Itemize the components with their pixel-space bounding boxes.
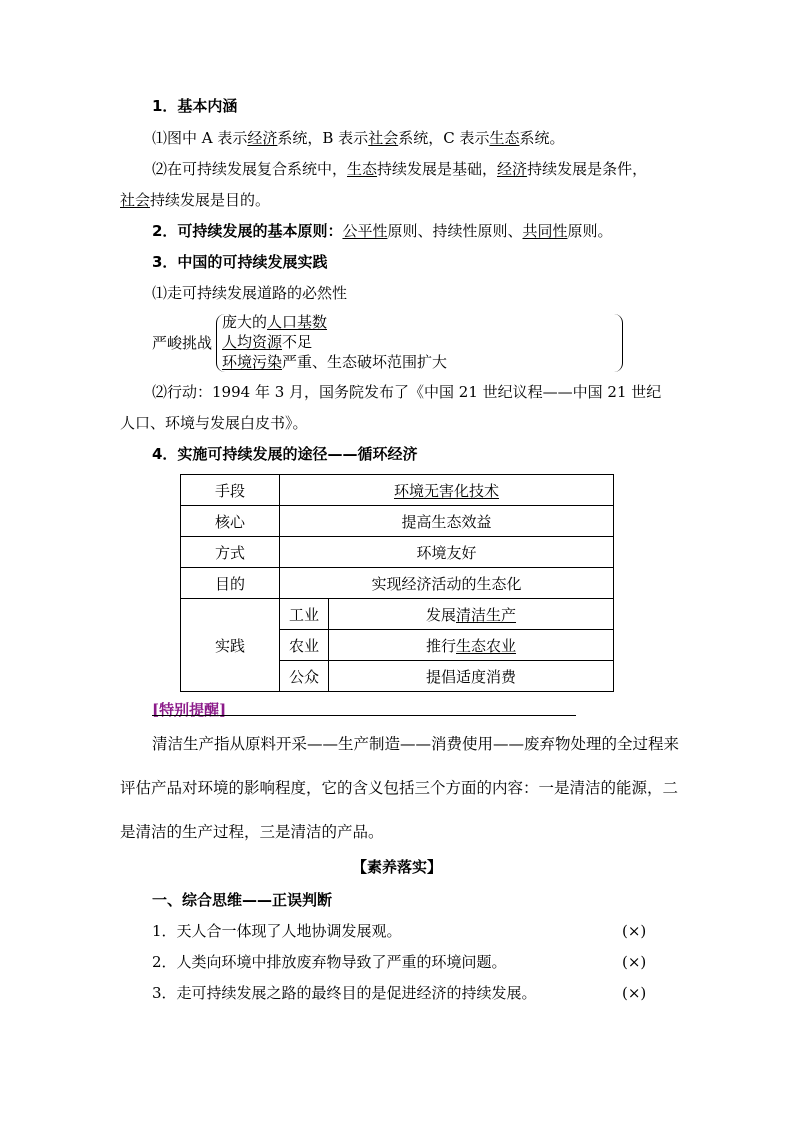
china-practice-title: 3．中国的可持续发展实践 [152,253,328,271]
judgment-mark: (×) [622,953,647,971]
section-basic-meaning-title: 1．基本内涵 [152,97,238,115]
right-brace [614,314,623,372]
reminder-divider [152,715,576,716]
judgment-item: 1．天人合一体现了人地协调发展观。 [152,922,402,940]
judgment-subtitle: 一、综合思维——正误判断 [152,891,333,909]
blank-ecology: 生态 [489,129,520,147]
table-row-value: 环境友好 [280,537,614,568]
reminder-paragraph: 清洁生产指从原料开采——生产制造——消费使用——废弃物处理的全过程来评估产品对环境的影响程度，它的含义包括三个方面的内容：一是清洁的能源，二是清洁的生产过程，三是清洁的产品。 [120,735,680,841]
practice-sector: 公众 [280,661,329,692]
practice-sector: 农业 [280,630,329,661]
table-row-value: 环境无害化技术 [280,475,614,506]
practice-value: 发展清洁生产 [329,599,614,630]
blank-economy: 经济 [247,129,278,147]
table-row [181,475,614,506]
basic-meaning-line-2: ⑵在可持续发展复合系统中，生态持续发展是基础，经济持续发展是条件， [152,160,648,178]
action-line-2: 人口、环境与发展白皮书》。 [120,414,308,432]
brace-item: 环境污染严重、生态破坏范围扩大 [222,353,448,371]
circular-economy-table [180,474,614,692]
table-row-label: 核心 [181,506,280,537]
practice-value: 提倡适度消费 [329,661,614,692]
judgment-item: 3．走可持续发展之路的最终目的是促进经济的持续发展。 [152,984,537,1002]
table-row-label: 目的 [181,568,280,599]
table-row-value: 实现经济活动的生态化 [280,568,614,599]
special-reminder-label: [特别提醒] [152,701,227,719]
basic-meaning-line-3: 社会持续发展是目的。 [120,191,271,209]
judgment-item: 2．人类向环境中排放废弃物导致了严重的环境问题。 [152,953,507,971]
table-row-label: 方式 [181,537,280,568]
principles-line: 2．可持续发展的基本原则：公平性原则、持续性原则、共同性原则。 [152,222,613,240]
practice-value: 推行生态农业 [329,630,614,661]
basic-meaning-line-1: ⑴图中 A 表示经济系统，B 表示社会系统，C 表示生态系统。 [152,129,565,147]
judgment-mark: (×) [622,922,647,940]
practice-label: 实践 [181,599,280,692]
blank-society: 社会 [368,129,399,147]
table-row-label: 手段 [181,475,280,506]
necessity-subtitle: ⑴走可持续发展道路的必然性 [152,284,348,302]
table-row [181,506,614,537]
brace-items [222,312,447,372]
brace-item: 庞大的人口基数 [222,313,328,331]
table-row [181,599,614,630]
practice-sector: 工业 [280,599,329,630]
table-row [181,537,614,568]
table-row-value: 提高生态效益 [280,506,614,537]
action-line-1: ⑵行动：1994 年 3 月，国务院发布了《中国 21 世纪议程——中国 21 世纪 [152,383,662,401]
brace-item: 人均资源不足 [222,333,313,351]
brace-label: 严峻挑战 [152,334,213,352]
judgment-mark: (×) [622,984,647,1002]
literacy-practice-header: 【素养落实】 [351,858,442,876]
circular-economy-title: 4．实施可持续发展的途径——循环经济 [152,445,418,463]
table-row [181,568,614,599]
